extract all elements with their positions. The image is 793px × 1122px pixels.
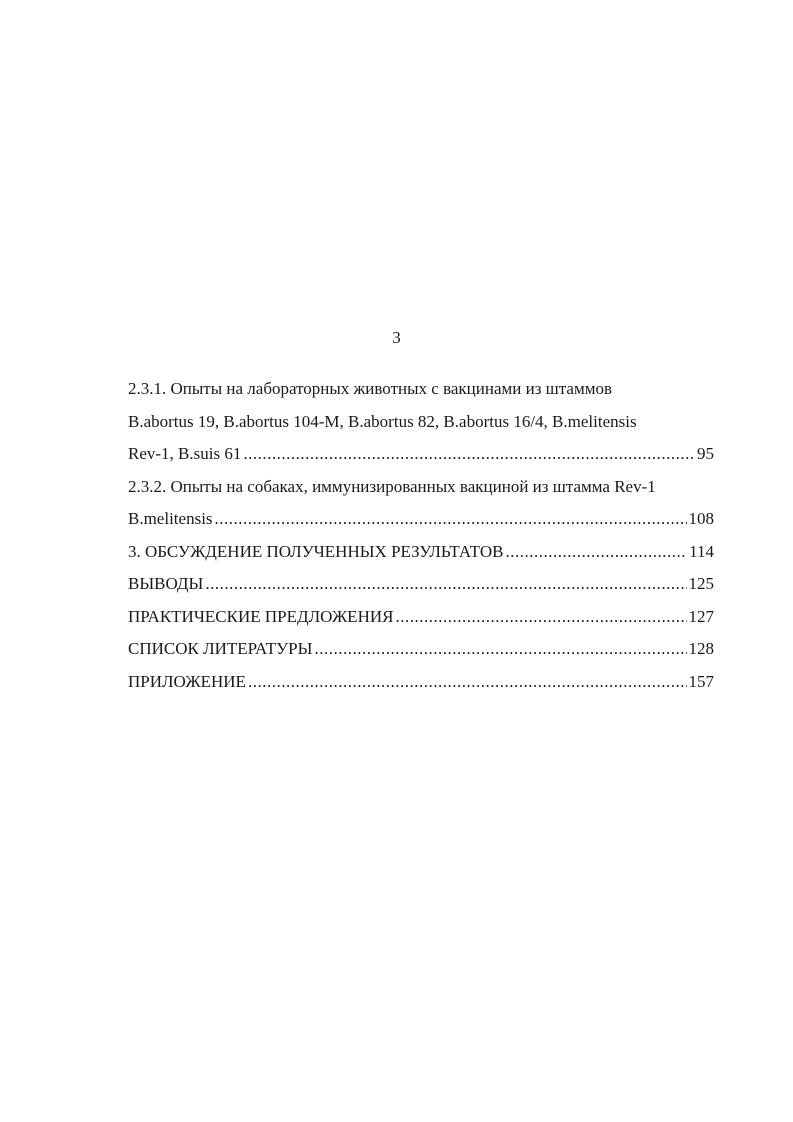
page-number: 3	[392, 328, 401, 347]
toc-entry-page: 95	[697, 444, 714, 463]
toc-entry-conclusions	[128, 568, 714, 601]
toc-entry-page: 114	[689, 541, 714, 561]
toc-entry-page: 125	[688, 574, 714, 593]
toc-entry-label: B.melitensis	[128, 509, 213, 528]
toc-entry-label: 3. ОБСУЖДЕНИЕ ПОЛУЧЕННЫХ РЕЗУЛЬТАТОВ	[128, 541, 504, 561]
dot-leader	[248, 666, 687, 699]
toc-entry-label: ВЫВОДЫ	[128, 574, 204, 593]
toc-entry-references	[128, 633, 714, 666]
dot-leader	[395, 601, 686, 634]
toc-entry-appendix	[128, 666, 714, 699]
toc-entry-2-3-1-line-2: B.abortus 19, B.abortus 104-M, B.abortus 82, B.abortus 16/4, B.melitensis	[128, 411, 637, 431]
toc-entry-page: 108	[688, 509, 714, 528]
toc-entry-page: 128	[688, 639, 714, 658]
dot-leader	[314, 633, 686, 666]
dot-leader	[215, 503, 687, 536]
toc-entry-label: СПИСОК ЛИТЕРАТУРЫ	[128, 639, 313, 658]
toc-entry-practical-proposals	[128, 601, 714, 634]
dot-leader	[243, 438, 695, 471]
toc-entry-label: Rev-1, B.suis 61	[128, 444, 242, 463]
toc-entry-label: ПРАКТИЧЕСКИЕ ПРЕДЛОЖЕНИЯ	[128, 606, 394, 626]
toc-entry-3-discussion	[128, 536, 714, 569]
dot-leader	[505, 536, 687, 569]
toc-entry-page: 127	[688, 606, 714, 626]
toc-entry-2-3-1	[128, 438, 714, 471]
toc-entry-2-3-2	[128, 503, 714, 536]
table-of-contents	[128, 373, 714, 698]
toc-entry-2-3-2-line-1: 2.3.2. Опыты на собаках, иммунизированных вакциной из штамма Rev-1	[128, 476, 656, 496]
toc-entry-page: 157	[688, 671, 714, 691]
dot-leader	[205, 568, 686, 601]
toc-entry-2-3-1-line-1: 2.3.1. Опыты на лабораторных животных с вакцинами из штаммов	[128, 379, 613, 398]
toc-entry-label: ПРИЛОЖЕНИЕ	[128, 671, 246, 691]
